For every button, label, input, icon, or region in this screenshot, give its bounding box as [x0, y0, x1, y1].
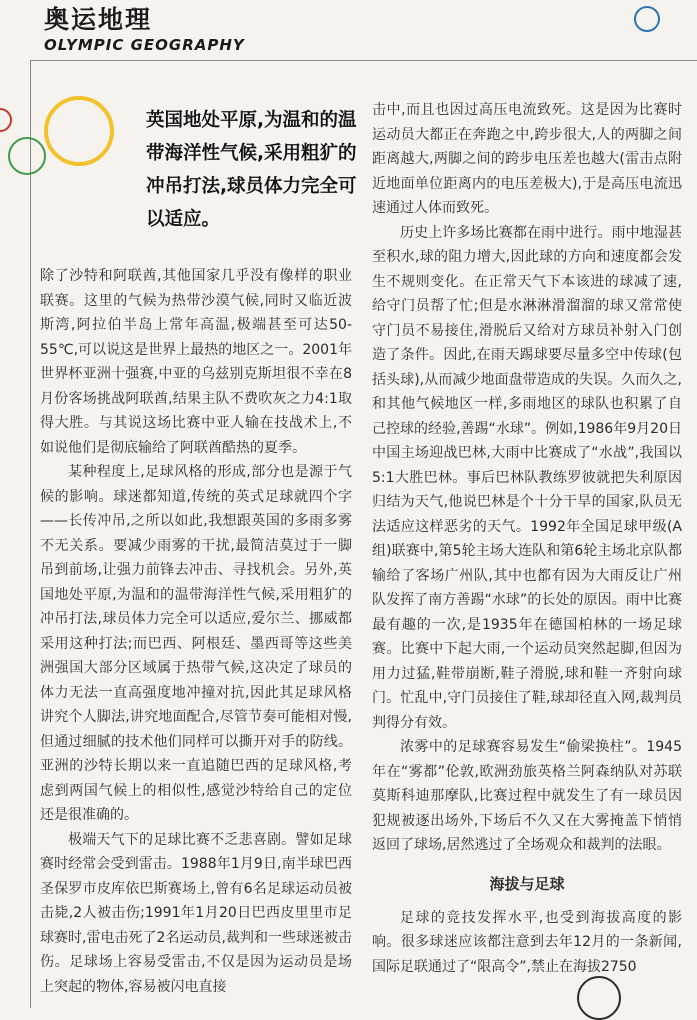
paragraph: 击中,而且也因过高压电流致死。这是因为比赛时运动员大都正在奔跑之中,跨步很大,人的两脚之间距离越大,两脚之间的跨步电压差也越大(雷击点附近地面单位距离内的电压差极大),于是高压电流迅速通过人体而致死。 [372, 102, 682, 216]
paragraph: 极端天气下的足球比赛不乏悲喜剧。譬如足球赛时经常会受到雷击。1988年1月9日,南半球巴西圣保罗市皮库依巴斯赛场上,曾有6名足球运动员被击毙,2人被击伤;1991年1月20日巴西皮里里市足球赛时,雷电击死了2名运动员,裁判和一些球迷被击伤。足球场上容易受雷击,不仅是因为运动员是场上突起的物体,容易被闪电直接 [40, 831, 352, 995]
paragraph: 除了沙特和阿联酋,其他国家几乎没有像样的职业联赛。这里的气候为热带沙漠气候,同时又临近波斯湾,阿拉伯半岛上常年高温,极端甚至可达50-55℃,可以说这是世界上最热的地区之一。2001年世界杯亚洲十强赛,中亚的乌兹别克斯坦很不幸在8月份客场挑战阿联酋,结果主队不费吹灰之力4:1取得大胜。与其说这场比赛中亚人输在技战术上,不如说他们是彻底输给了阿联酋酷热的夏季。 [40, 268, 352, 456]
section-subtitle: OLYMPIC GEOGRAPHY [44, 36, 245, 54]
paragraph: 浓雾中的足球赛容易发生“偷梁换柱”。1945年在“雾都”伦敦,欧洲劲旅英格兰阿森纳队对苏联莫斯科迪那摩队,比赛过程中就发生了有一球员因犯规被逐出场外,下场后不久又在大雾掩盖下悄悄返回了球场,居然逃过了全场观众和裁判的法眼。 [372, 739, 682, 853]
paragraph: 某种程度上,足球风格的形成,部分也是源于气候的影响。球迷都知道,传统的英式足球就四个字——长传冲吊,之所以如此,我想跟英国的多雨多雾不无关系。要减少雨雾的干扰,最简洁莫过于一脚吊到前场,让强力前锋去冲击、寻找机会。另外,英国地处平原,为温和的温带海洋性气候,采用粗犷的冲吊打法,球员体力完全可以适应,爱尔兰、挪威都采用这种打法;而巴西、阿根廷、墨西哥等这些美洲强国大部分区域属于热带气候,这决定了球员的体力无法一直高强度地冲撞对抗,因此其足球风格讲究个人脚法,讲究地面配合,尽管节奏可能相对慢,但通过细腻的技术他们同样可以撕开对手的防线。亚洲的沙特长期以来一直追随巴西的足球风格,考虑到两国气候上的相似性,感觉沙特给自己的定位还是很准确的。 [40, 464, 352, 823]
top-rule [30, 60, 697, 61]
left-column [40, 264, 352, 999]
paragraph: 足球的竞技发挥水平,也受到海拔高度的影响。很多球迷应该都注意到去年12月的一条新闻,国际足联通过了“限高令”,禁止在海拔2750 [372, 909, 682, 975]
olympic-ring-green-icon [8, 137, 46, 175]
olympic-ring-red-icon [0, 108, 12, 132]
olympic-ring-yellow-icon [44, 96, 114, 166]
section-heading: 海拔与足球 [489, 874, 565, 893]
olympic-ring-blue-icon [634, 6, 660, 32]
olympic-ring-black-icon [577, 976, 621, 1020]
section-title: 奥运地理 [44, 5, 153, 34]
right-column [372, 98, 682, 979]
pull-quote: 英国地处平原,为温和的温带海洋性气候,采用粗犷的冲吊打法,球员体力完全可以适应。 [146, 110, 357, 230]
paragraph: 历史上许多场比赛都在雨中进行。雨中地湿甚至积水,球的阻力增大,因此球的方向和速度都会发生不规则变化。在正常天气下本该进的球减了速,给守门员帮了忙;但是水淋淋滑溜溜的球又常常使守门员不易接住,滑脱后又给对方球员补射入门创造了条件。因此,在雨天踢球要尽量多空中传球(包括头球),从而减少地面盘带造成的失误。久而久之,和其他气候地区一样,多雨地区的球队也积累了自己控球的经验,善踢“水球”。例如,1986年9月20日中国主场迎战巴林,大雨中比赛成了“水战”,我国以5:1大胜巴林。事后巴林队教练罗彼就把失利原因归结为天气,他说巴林是个十分干旱的国家,队员无法适应这样恶劣的天气。1992年全国足球甲级(A组)联赛中,第5轮主场大连队和第6轮主场北京队都输给了客场广州队,其中也都有因为大雨反让广州队发挥了南方善踢“水球”的长处的原因。雨中比赛最有趣的一次,是1935年在德国柏林的一场足球赛。比赛中下起大雨,一个运动员突然起脚,但因为用力过猛,鞋带崩断,鞋子滑脱,球和鞋一齐射向球门。忙乱中,守门员接住了鞋,球却径直入网,裁判员判得分有效。 [372, 224, 682, 731]
left-rule [30, 60, 31, 1008]
